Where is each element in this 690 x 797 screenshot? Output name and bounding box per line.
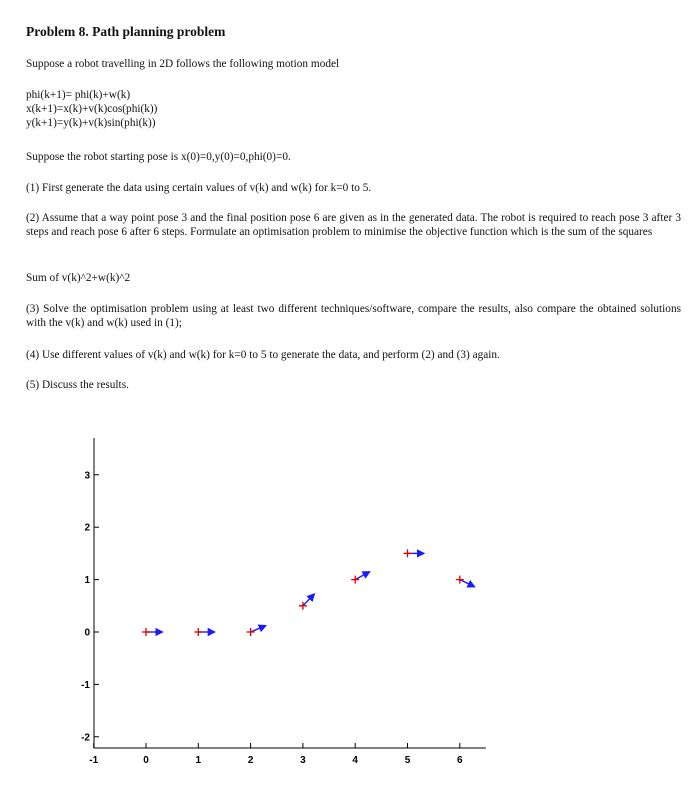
pose-marker <box>404 549 412 557</box>
pose-marker <box>247 628 255 636</box>
y-tick-label: 1 <box>84 575 90 587</box>
pose-marker <box>351 576 359 584</box>
x-tick-label: 3 <box>300 755 306 766</box>
y-tick-label: 2 <box>84 522 90 534</box>
task-3-text: (3) Solve the optimisation problem using at least two different techniques/software, compare the results, also compare the obtained solutions with the v(k) and w(k) used in (1); <box>26 303 681 329</box>
x-tick-label: 2 <box>247 755 254 766</box>
pose-heading-arrow <box>460 580 474 587</box>
pose-heading-arrow <box>251 626 265 632</box>
x-tick-label: 6 <box>457 755 463 766</box>
y-tick-label: -2 <box>81 732 90 744</box>
pose-marker <box>142 628 150 636</box>
objective-text: Sum of v(k)^2+w(k)^2 <box>26 272 131 284</box>
x-tick-label: 4 <box>352 755 358 766</box>
intro-text: Suppose a robot travelling in 2D follows the following motion model <box>26 58 340 70</box>
equation-y: y(k+1)=y(k)+v(k)sin(phi(k)) <box>26 117 156 129</box>
pose-heading-arrow <box>303 595 313 606</box>
y-tick-label: -1 <box>81 679 90 691</box>
task-5-text: (5) Discuss the results. <box>26 379 129 391</box>
start-pose-text: Suppose the robot starting pose is x(0)=0,y(0)=0,phi(0)=0. <box>26 151 291 163</box>
task-4-text: (4) Use different values of v(k) and w(k) for k=0 to 5 to generate the data, and perform (2) and (3) again. <box>26 349 500 361</box>
x-tick-label: 0 <box>143 755 149 766</box>
pose-marker <box>194 628 202 636</box>
pose-marker <box>456 576 464 584</box>
x-tick-label: 5 <box>404 755 411 766</box>
task-2-text: (2) Assume that a way point pose 3 and the final position pose 6 are given as in the generated data. The robot is required to reach pose 3 after 3 steps and reach pose 6 after 6 steps. Formulate an optimisation problem to minimise the objective function which is the sum of the squares <box>26 212 681 238</box>
equation-phi: phi(k+1)= phi(k)+w(k) <box>26 89 131 101</box>
pose-heading-arrow <box>355 572 368 579</box>
equation-x: x(k+1)=x(k)+v(k)cos(phi(k)) <box>26 103 158 115</box>
x-tick-label: 1 <box>195 755 202 766</box>
task-1-text: (1) First generate the data using certain values of v(k) and w(k) for k=0 to 5. <box>26 182 372 194</box>
y-tick-label: 3 <box>84 470 90 482</box>
x-tick-label: -1 <box>89 755 99 766</box>
y-tick-label: 0 <box>84 627 90 639</box>
problem-title: Problem 8. Path planning problem <box>26 24 226 39</box>
